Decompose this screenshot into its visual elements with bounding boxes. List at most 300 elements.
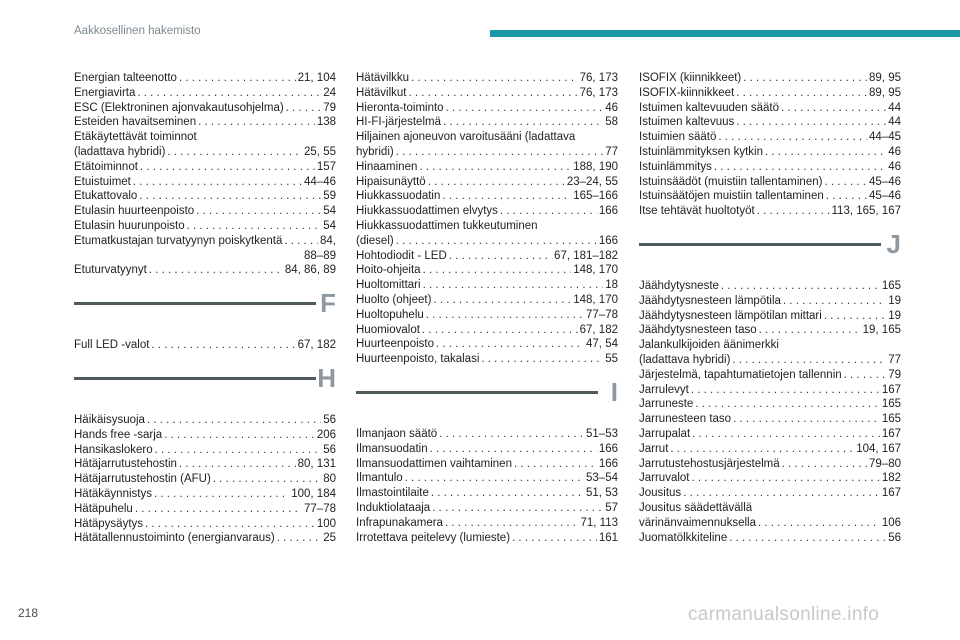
index-entry xyxy=(74,86,336,101)
index-entry-row xyxy=(356,160,618,175)
dot-leader xyxy=(133,175,302,190)
index-entry-row xyxy=(74,145,336,160)
index-entry xyxy=(74,443,336,458)
dot-leader xyxy=(782,457,867,472)
dot-leader xyxy=(436,337,584,352)
dot-leader xyxy=(445,516,579,531)
index-entry xyxy=(639,101,901,116)
section-letter: H xyxy=(317,362,336,393)
index-entry-label: Jarrut xyxy=(639,442,669,455)
index-entry-pages: 148, 170 xyxy=(573,293,618,306)
index-entry-label: Hands free -sarja xyxy=(74,428,163,441)
index-entry-row xyxy=(356,471,618,486)
index-entry xyxy=(356,115,618,130)
index-entry-label: Hieronta-toiminto xyxy=(356,101,444,114)
index-entry xyxy=(639,368,901,383)
index-entry-label: Huoltopuhelu xyxy=(356,308,424,321)
index-entry-row xyxy=(639,294,901,309)
index-entry-pages: 148, 170 xyxy=(573,264,618,277)
index-entry-label: Itse tehtävät huoltotyöt xyxy=(639,205,755,218)
index-entry-label: Hohtodiodit - LED xyxy=(356,249,447,262)
dot-leader xyxy=(155,443,322,458)
index-entry-pages: 79 xyxy=(323,101,336,114)
dot-leader xyxy=(137,86,321,101)
index-entry-pages: 19 xyxy=(888,309,901,322)
index-entry-pages: 55 xyxy=(605,353,618,366)
index-entry-row xyxy=(74,517,336,532)
index-entry-row xyxy=(639,189,901,204)
index-entry-row xyxy=(639,101,901,116)
index-entry xyxy=(639,279,901,294)
index-entry xyxy=(639,442,901,457)
dot-leader xyxy=(481,352,603,367)
index-entry-pages: 167 xyxy=(881,487,901,500)
index-entry xyxy=(356,486,618,501)
index-entry-label: Full LED -valot xyxy=(74,339,150,352)
dot-leader xyxy=(442,189,571,204)
index-entry xyxy=(74,428,336,443)
dot-leader xyxy=(500,204,597,219)
index-entry-row xyxy=(356,293,618,308)
index-entry xyxy=(356,457,618,472)
dot-leader xyxy=(692,427,880,442)
index-entry-row xyxy=(356,337,618,352)
index-entry-label: HI-FI-järjestelmä xyxy=(356,116,441,129)
index-entry-pages: 44–46 xyxy=(304,175,336,188)
dot-leader xyxy=(426,308,584,323)
index-entry-row xyxy=(74,428,336,443)
index-entry xyxy=(639,145,901,160)
dot-leader xyxy=(733,412,880,427)
index-entry-row xyxy=(74,413,336,428)
dot-leader xyxy=(196,204,321,219)
dot-leader xyxy=(826,189,867,204)
index-entry-pages: 77–78 xyxy=(586,308,618,321)
dot-leader xyxy=(140,160,315,175)
dot-leader xyxy=(670,442,854,457)
index-entry-pages: 18 xyxy=(605,279,618,292)
index-entry-label: Istuimen kaltevuuden säätö xyxy=(639,101,780,114)
index-entry-label: Esteiden havaitseminen xyxy=(74,116,197,129)
index-entry xyxy=(74,219,336,234)
index-entry xyxy=(74,413,336,428)
index-entry-row xyxy=(74,219,336,234)
index-entry-row xyxy=(356,501,618,516)
index-entry-row xyxy=(356,427,618,442)
watermark-text: carmanualsonline.info xyxy=(688,604,880,625)
dot-leader xyxy=(824,175,867,190)
dot-leader xyxy=(683,486,880,501)
index-entry-pages: 45–46 xyxy=(869,175,901,188)
index-entry-label: hybridi) xyxy=(356,145,394,158)
index-entry-pages: 23–24, 55 xyxy=(566,175,618,188)
index-entry-pages: 166 xyxy=(598,457,618,470)
index-entry-row xyxy=(639,130,901,145)
index-entry xyxy=(639,397,901,412)
index-entry-pages: 100, 184 xyxy=(291,487,336,500)
section-rule xyxy=(74,302,316,305)
index-entry-row xyxy=(356,86,618,101)
index-entry-label: Ilmansuodatin xyxy=(356,442,428,455)
dot-leader xyxy=(139,189,321,204)
index-entry-pages: 80, 131 xyxy=(297,458,336,471)
index-entry-pages: 77 xyxy=(605,145,618,158)
index-entry xyxy=(74,531,336,546)
index-entry-label: Jarruvalot xyxy=(639,472,690,485)
index-entry-row xyxy=(74,443,336,458)
index-column-3 xyxy=(639,71,901,545)
index-entry-row xyxy=(639,412,901,427)
section-divider xyxy=(356,367,618,427)
index-entry-label: Juomatölkkiteline xyxy=(639,531,728,544)
dot-leader xyxy=(145,517,315,532)
index-entry-label: Istuinsäädöt (muistiin tallentaminen) xyxy=(639,175,823,188)
index-entry-label: Istuimien säätö xyxy=(639,131,717,144)
index-entry xyxy=(74,204,336,219)
index-entry-row xyxy=(356,263,618,278)
index-entry-label: Hätäpysäytys xyxy=(74,517,144,530)
index-entry-label: Etulasin huurteenpoisto xyxy=(74,205,195,218)
index-entry-pages: 182 xyxy=(881,472,901,485)
index-entry xyxy=(356,427,618,442)
index-entry-label: Irrotettava peitelevy (lumieste) xyxy=(356,531,511,544)
index-entry xyxy=(74,189,336,204)
index-entry-pages: 46 xyxy=(605,101,618,114)
dot-leader xyxy=(430,442,597,457)
index-entry-label: Etätoiminnot xyxy=(74,160,138,173)
index-entry-line: Hiukkassuodattimen tukkeutuminen xyxy=(356,219,538,232)
index-entry-pages: 54 xyxy=(323,205,336,218)
index-entry xyxy=(356,323,618,338)
section-rule xyxy=(74,377,316,380)
index-entry-label: Järjestelmä, tapahtumatietojen tallennin xyxy=(639,368,842,381)
index-entry-label: Etuturvatyynyt xyxy=(74,264,147,277)
index-entry xyxy=(74,457,336,472)
index-entry-row xyxy=(356,115,618,130)
index-entry-row xyxy=(639,279,901,294)
index-entry xyxy=(639,383,901,398)
index-entry-label: Istuinlämmityksen kytkin xyxy=(639,145,763,158)
index-entry-label: Huolto (ohjeet) xyxy=(356,293,432,306)
index-entry xyxy=(356,471,618,486)
index-entry-label: (ladattava hybridi) xyxy=(639,353,731,366)
index-entry-pages: 113, 165, 167 xyxy=(831,205,901,218)
index-entry xyxy=(639,338,901,368)
index-entry-row xyxy=(74,263,336,278)
index-entry-row xyxy=(356,308,618,323)
index-entry-label: Ilmanjaon säätö xyxy=(356,427,438,440)
index-entry-pages: 157 xyxy=(316,160,336,173)
index-entry-row xyxy=(74,86,336,101)
index-entry-pages: 56 xyxy=(323,443,336,456)
index-entry-pages-continuation: 88–89 xyxy=(304,249,336,262)
dot-leader xyxy=(213,472,321,487)
index-entry-label: Hätäjarrutustehostin xyxy=(74,458,177,471)
dot-leader xyxy=(695,397,879,412)
index-entry-label: Jarrulevyt xyxy=(639,383,689,396)
index-entry-label: ISOFIX (kiinnikkeet) xyxy=(639,72,742,84)
index-entry xyxy=(356,175,618,190)
dot-leader xyxy=(179,71,296,86)
index-column-2 xyxy=(356,71,618,545)
index-entry xyxy=(74,234,336,264)
index-entry-label: Infrapunakamera xyxy=(356,516,443,529)
index-entry-label: Huurteenpoisto xyxy=(356,338,434,351)
dot-leader xyxy=(736,115,886,130)
index-entry xyxy=(639,323,901,338)
index-entry xyxy=(639,115,901,130)
index-entry-pages: 44–45 xyxy=(869,131,901,144)
index-entry-pages: 53–54 xyxy=(586,472,618,485)
dot-leader xyxy=(405,471,584,486)
index-entry-label: Hipaisunäyttö xyxy=(356,175,426,188)
index-entry xyxy=(639,160,901,175)
section-rule xyxy=(356,391,598,394)
dot-leader xyxy=(428,175,565,190)
index-entry xyxy=(356,337,618,352)
index-entry-pages: 89, 95 xyxy=(869,86,901,99)
index-entry-label: Jäähdytysnesteen taso xyxy=(639,324,757,337)
index-entry-row xyxy=(356,442,618,457)
dot-leader xyxy=(431,486,584,501)
index-entry-pages: 206 xyxy=(316,428,336,441)
dot-leader xyxy=(721,279,880,294)
index-entry-row xyxy=(356,323,618,338)
dot-leader xyxy=(187,219,322,234)
index-entry xyxy=(639,486,901,501)
section-letter: I xyxy=(610,376,618,407)
section-divider xyxy=(74,278,336,338)
section-rule xyxy=(639,243,881,246)
index-entry xyxy=(74,338,336,353)
index-entry-row xyxy=(74,160,336,175)
index-entry-label: Istuimen kaltevuus xyxy=(639,116,735,129)
index-entry xyxy=(639,412,901,427)
dot-leader xyxy=(512,531,597,546)
index-entry-pages: 167 xyxy=(881,383,901,396)
index-entry-label: Induktiolataaja xyxy=(356,501,431,514)
index-entry-row xyxy=(639,516,901,531)
index-entry-row xyxy=(639,86,901,101)
index-entry-row xyxy=(639,471,901,486)
index-entry-label: Jarrunesteen taso xyxy=(639,413,732,426)
index-entry-row xyxy=(74,502,336,517)
index-entry-row xyxy=(639,204,901,219)
dot-leader xyxy=(396,145,603,160)
index-entry-pages: 89, 95 xyxy=(869,72,901,84)
index-entry-row xyxy=(356,204,618,219)
index-entry-pages: 67, 182 xyxy=(297,339,336,352)
index-entry-label: Jarrutustehostusjärjestelmä xyxy=(639,457,780,470)
index-entry-label: ESC (Elektroninen ajonvakautusohjelma) xyxy=(74,101,284,114)
index-column-1 xyxy=(74,71,336,546)
index-entry-label: Huomiovalot xyxy=(356,323,420,336)
dot-leader xyxy=(154,487,289,502)
section-letter: F xyxy=(320,288,336,319)
dot-leader xyxy=(765,145,886,160)
index-entry-label: Etuistuimet xyxy=(74,175,131,188)
index-entry-pages: 77–78 xyxy=(304,502,336,515)
index-entry-row xyxy=(74,189,336,204)
index-entry xyxy=(356,249,618,264)
index-entry-pages: 45–46 xyxy=(869,190,901,203)
index-entry-pages: 79–80 xyxy=(869,457,901,470)
index-entry xyxy=(74,130,336,160)
index-entry-label: ISOFIX-kiinnikkeet xyxy=(639,86,735,99)
index-entry xyxy=(356,204,618,219)
dot-leader xyxy=(759,323,861,338)
index-entry-row xyxy=(639,145,901,160)
index-entry-label: Hoito-ohjeita xyxy=(356,264,421,277)
index-entry-row xyxy=(356,234,618,249)
index-entry xyxy=(639,189,901,204)
index-entry xyxy=(639,457,901,472)
index-entry-row xyxy=(639,353,901,368)
index-entry-pages: 165–166 xyxy=(573,190,618,203)
index-entry-label: Energiavirta xyxy=(74,86,136,99)
index-entry-pages: 106 xyxy=(881,516,901,529)
index-entry-row xyxy=(639,442,901,457)
index-entry-pages: 166 xyxy=(598,234,618,247)
index-entry xyxy=(639,294,901,309)
index-entry-label: Hätävilkku xyxy=(356,72,410,84)
index-entry-pages: 67, 181–182 xyxy=(554,249,618,262)
index-entry-pages: 166 xyxy=(598,205,618,218)
index-entry-label: Etumatkustajan turvatyynyn poiskytkentä xyxy=(74,234,283,247)
index-entry-pages: 25 xyxy=(323,532,336,545)
dot-leader xyxy=(151,338,295,353)
index-entry-label: (diesel) xyxy=(356,234,394,247)
index-entry-pages: 19 xyxy=(888,294,901,307)
index-entry xyxy=(356,219,618,249)
index-entry-pages: 84, 86, 89 xyxy=(284,264,336,277)
index-entry xyxy=(639,130,901,145)
index-entry-pages: 138 xyxy=(316,116,336,129)
index-entry-row xyxy=(639,175,901,190)
index-entry-label: Jarruneste xyxy=(639,398,694,411)
index-entry xyxy=(74,502,336,517)
index-entry-pages: 57 xyxy=(605,501,618,514)
index-entry xyxy=(74,517,336,532)
dot-leader xyxy=(439,427,584,442)
index-entry xyxy=(74,71,336,86)
index-entry-row xyxy=(639,71,901,86)
dot-leader xyxy=(443,115,603,130)
index-entry xyxy=(639,86,901,101)
dot-leader xyxy=(718,130,867,145)
dot-leader xyxy=(736,86,867,101)
index-entry-label: Etulasin huurunpoisto xyxy=(74,219,185,232)
index-entry-row xyxy=(356,516,618,531)
index-entry-label: Hätäkäynnistys xyxy=(74,487,152,500)
index-entry xyxy=(356,263,618,278)
dot-leader xyxy=(409,86,578,101)
section-letter: J xyxy=(886,228,901,259)
index-entry-label: (ladattava hybridi) xyxy=(74,145,166,158)
dot-leader xyxy=(396,234,597,249)
index-entry-line: Jousitus säädettävällä xyxy=(639,501,753,514)
index-entry-pages: 44 xyxy=(888,116,901,129)
index-entry-row xyxy=(74,115,336,130)
index-entry-label: Ilmastointilaite xyxy=(356,487,429,500)
index-entry-pages: 56 xyxy=(888,531,901,544)
index-entry-row xyxy=(356,278,618,293)
dot-leader xyxy=(167,145,302,160)
index-entry-row xyxy=(356,486,618,501)
index-entry xyxy=(639,531,901,546)
running-header-title: Aakkosellinen hakemisto xyxy=(74,25,201,37)
index-entry-label: Istuinsäätöjen muistiin tallentaminen xyxy=(639,190,824,203)
index-entry-row xyxy=(356,145,618,160)
dot-leader xyxy=(714,160,886,175)
index-entry xyxy=(356,101,618,116)
index-entry xyxy=(74,175,336,190)
dot-leader xyxy=(824,309,886,324)
index-entry-pages: 188, 190 xyxy=(573,160,618,173)
index-entry-label: Istuinlämmitys xyxy=(639,160,712,173)
index-entry-row xyxy=(639,427,901,442)
dot-leader xyxy=(198,115,315,130)
index-entry-label: Jousitus xyxy=(639,487,682,500)
index-entry-row xyxy=(639,383,901,398)
index-entry-pages: 59 xyxy=(323,190,336,203)
index-entry-pages: 79 xyxy=(888,368,901,381)
index-entry xyxy=(639,71,901,86)
dot-leader xyxy=(164,428,315,443)
index-entry-label: Jäähdytysnesteen lämpötila xyxy=(639,294,781,307)
index-entry xyxy=(356,308,618,323)
index-entry-label: Hätätallennustoiminto (energianvaraus) xyxy=(74,532,275,545)
index-entry-pages: 56 xyxy=(323,413,336,426)
dot-leader xyxy=(729,531,886,546)
section-divider xyxy=(639,219,901,279)
dot-leader xyxy=(433,293,571,308)
index-entry-label: Jäähdytysneste xyxy=(639,279,719,292)
index-entry xyxy=(639,427,901,442)
dot-leader xyxy=(135,502,302,517)
index-entry-row xyxy=(356,352,618,367)
dot-leader xyxy=(423,278,604,293)
index-entry-pages: 51–53 xyxy=(586,427,618,440)
index-entry-label: Ilmansuodattimen vaihtaminen xyxy=(356,457,512,470)
index-entry-pages: 167 xyxy=(881,427,901,440)
index-entry-row xyxy=(639,397,901,412)
index-entry-label: Etukattovalo xyxy=(74,190,138,203)
index-entry-label: Huoltomittari xyxy=(356,279,421,292)
index-entry-row xyxy=(639,115,901,130)
index-entry-pages: 46 xyxy=(888,160,901,173)
index-entry-pages: 71, 113 xyxy=(580,516,618,529)
index-entry xyxy=(639,204,901,219)
index-entry-row xyxy=(356,189,618,204)
section-divider xyxy=(74,353,336,413)
dot-leader xyxy=(757,204,830,219)
index-entry-line: Etäkäytettävät toiminnot xyxy=(74,131,197,144)
dot-leader xyxy=(514,457,597,472)
index-entry-row xyxy=(356,175,618,190)
index-entry-pages: 104, 167 xyxy=(856,442,901,455)
index-entry xyxy=(356,501,618,516)
index-entry-pages: 58 xyxy=(605,116,618,129)
dot-leader xyxy=(423,263,572,278)
index-entry-label: Hiukkassuodatin xyxy=(356,190,441,203)
index-entry xyxy=(356,293,618,308)
dot-leader xyxy=(432,501,603,516)
dot-leader xyxy=(149,263,283,278)
index-entry-pages: 84, xyxy=(320,234,336,247)
index-entry-label: Hätäpuhelu xyxy=(74,502,133,515)
index-entry xyxy=(356,71,618,86)
